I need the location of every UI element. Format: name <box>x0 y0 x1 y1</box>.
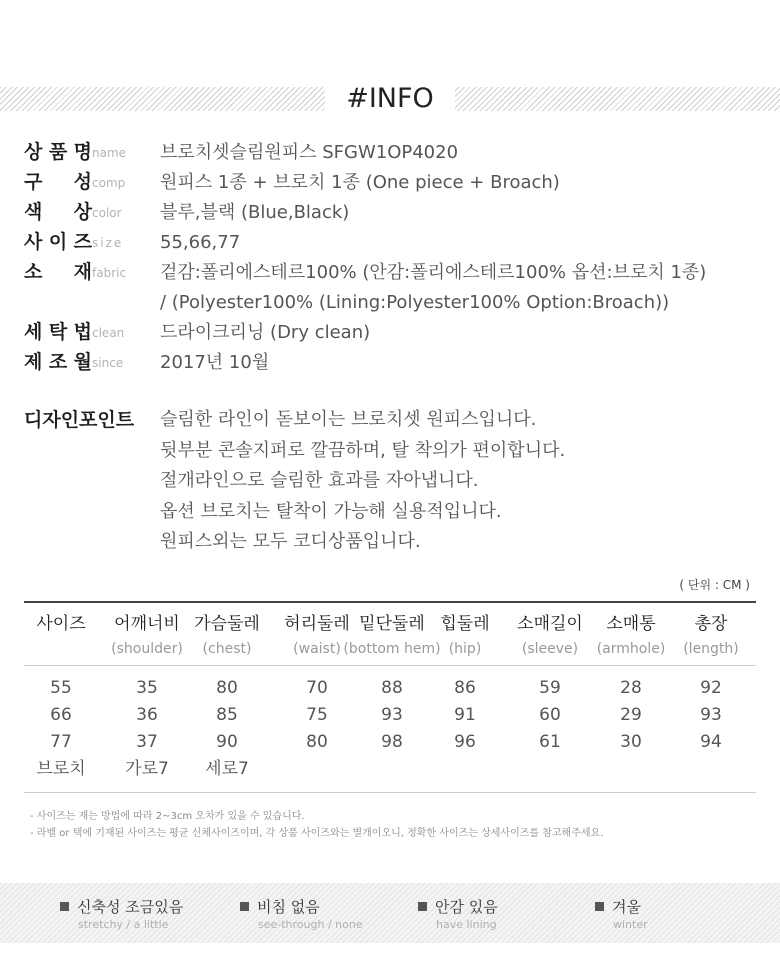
design-point-lines <box>160 405 565 558</box>
feature-label-en: see-through / none <box>258 918 363 931</box>
spec-label-en: size <box>92 236 124 250</box>
design-point-line: 슬림한 라인이 돋보이는 브로치셋 원피스입니다. <box>160 409 537 430</box>
spec-value-line: 겉감:폴리에스테르100% (안감:폴리에스테르100% 옵션:브로치 1종) <box>160 262 707 283</box>
label-char: 색 <box>24 201 43 223</box>
column-header: 허리둘레 <box>284 614 350 634</box>
unit-label: ( 단위 : CM ) <box>679 578 750 592</box>
table-cell: 30 <box>620 732 642 752</box>
spec-label-en: fabric <box>92 266 127 280</box>
spec-value: 드라이크리닝 (Dry clean) <box>160 322 371 343</box>
column-header: 가슴둘레 <box>194 614 260 634</box>
spec-row-comp <box>24 168 764 198</box>
square-bullet-icon <box>418 902 427 911</box>
note-line: - 사이즈는 재는 방법에 따라 2~3cm 오차가 있을 수 있습니다. <box>30 811 305 822</box>
note-line: - 라벨 or 택에 기재된 사이즈는 평균 신체사이즈이며, 각 상품 사이즈와는 별개이오니, 정확한 사이즈는 상세사이즈를 참고해주세요. <box>30 828 604 839</box>
table-cell: 77 <box>50 732 72 752</box>
column-header-en: (bottom hem) <box>343 641 441 657</box>
table-cell: 37 <box>136 732 158 752</box>
table-cell: 36 <box>136 705 158 725</box>
label-char: 상 <box>24 141 43 163</box>
spec-label-en: name <box>92 146 127 160</box>
design-point-line: 뒷부분 콘솔지퍼로 깔끔하며, 탈 착의가 편이합니다. <box>160 439 566 461</box>
spec-value-line: / (Polyester100% (Lining:Polyester100% Option:Broach)) <box>160 292 670 313</box>
feature-label: 겨울 <box>612 898 641 916</box>
table-cell: 92 <box>700 678 722 698</box>
feature-label: 비침 없음 <box>257 898 320 916</box>
spec-label <box>24 258 92 286</box>
design-point-line: 옵션 브로치는 탈착이 가능해 실용적입니다. <box>160 500 502 522</box>
label-char: 이 <box>48 231 68 253</box>
spec-label <box>24 348 92 376</box>
label-char: 탁 <box>48 321 68 343</box>
label-char: 월 <box>73 351 92 373</box>
table-cell: 86 <box>454 678 476 698</box>
table-cell: 98 <box>381 732 403 752</box>
label-char: 즈 <box>73 231 92 253</box>
size-notes <box>30 808 603 842</box>
label-char: 제 <box>24 351 43 373</box>
label-char: 품 <box>48 141 68 163</box>
table-cell: 브로치 <box>36 759 86 779</box>
table-cell: 세로7 <box>205 759 249 779</box>
column-header-en: (length) <box>683 641 739 657</box>
column-header: 소매통 <box>606 614 656 634</box>
table-cell: 61 <box>539 732 561 752</box>
feature-season <box>595 897 648 933</box>
design-point-line: 원피스외는 모두 코디상품입니다. <box>160 531 421 552</box>
table-header <box>24 603 756 666</box>
square-bullet-icon <box>60 902 69 911</box>
table-cell: 91 <box>454 705 476 725</box>
label-char: 법 <box>73 321 92 343</box>
label-char: 세 <box>24 321 43 343</box>
table-cell: 60 <box>539 705 561 725</box>
table-cell: 55 <box>50 678 72 698</box>
column-header-en: (hip) <box>448 641 482 657</box>
spec-label <box>24 318 92 346</box>
spec-row-color <box>24 198 764 228</box>
info-title: #INFO <box>325 83 455 115</box>
table-cell: 93 <box>381 705 403 725</box>
spec-value: 브로치셋슬림원피스 SFGW1OP4020 <box>160 142 459 163</box>
table-cell: 75 <box>306 705 328 725</box>
spec-value <box>160 258 770 318</box>
table-cell: 가로7 <box>125 759 169 779</box>
column-header-en: (sleeve) <box>521 641 579 657</box>
feature-label: 신축성 조금있음 <box>77 898 184 916</box>
column-header: 총장 <box>694 614 728 634</box>
label-char: 상 <box>73 201 92 223</box>
spec-row-fabric <box>24 258 764 318</box>
feature-bar <box>0 883 780 943</box>
label-char: 사 <box>24 231 43 253</box>
spec-label-en: comp <box>92 176 126 190</box>
feature-label: 안감 있음 <box>435 898 498 916</box>
spec-value: 원피스 1종 + 브로치 1종 (One piece + Broach) <box>160 172 560 193</box>
table-cell: 80 <box>306 732 328 752</box>
table-cell: 96 <box>454 732 476 752</box>
table-row <box>24 728 756 755</box>
table-cell: 80 <box>216 678 238 698</box>
column-header-en: (waist) <box>293 641 341 657</box>
column-header-en: (armhole) <box>596 641 666 657</box>
spec-list <box>24 138 764 378</box>
spec-label-en: clean <box>92 326 125 340</box>
table-cell: 70 <box>306 678 328 698</box>
spec-label <box>24 198 92 226</box>
label-char: 소 <box>24 261 43 283</box>
table-cell: 66 <box>50 705 72 725</box>
design-point-line: 절개라인으로 슬림한 효과를 자아냅니다. <box>160 470 479 491</box>
label-char: 성 <box>73 171 92 193</box>
table-row <box>24 674 756 701</box>
table-cell: 94 <box>700 732 722 752</box>
column-header: 힙둘레 <box>440 614 490 634</box>
column-header: 사이즈 <box>36 614 86 634</box>
table-cell: 93 <box>700 705 722 725</box>
spec-label-en: since <box>92 356 124 370</box>
label-char: 재 <box>73 261 92 283</box>
table-cell: 28 <box>620 678 642 698</box>
square-bullet-icon <box>595 902 604 911</box>
column-header: 소매길이 <box>517 614 583 634</box>
label-char: 조 <box>48 351 68 373</box>
square-bullet-icon <box>240 902 249 911</box>
spec-row-since <box>24 348 764 378</box>
table-cell: 90 <box>216 732 238 752</box>
spec-row-size <box>24 228 764 258</box>
table-cell: 88 <box>381 678 403 698</box>
feature-see-through <box>240 897 363 933</box>
column-header-en: (shoulder) <box>111 641 183 657</box>
feature-lining <box>418 897 498 933</box>
column-header: 밑단둘레 <box>359 614 425 634</box>
feature-stretch <box>60 897 183 933</box>
spec-label <box>24 228 92 256</box>
spec-label-en: color <box>92 206 122 220</box>
table-body <box>24 666 756 793</box>
column-header-en: (chest) <box>202 641 252 657</box>
table-cell: 85 <box>216 705 238 725</box>
table-row <box>24 701 756 728</box>
column-header: 어깨너비 <box>114 614 180 634</box>
label-char: 구 <box>24 171 43 193</box>
spec-label <box>24 138 92 166</box>
size-table <box>24 601 756 793</box>
feature-label-en: have lining <box>436 918 497 931</box>
table-cell: 29 <box>620 705 642 725</box>
feature-label-en: winter <box>613 918 648 931</box>
spec-value: 2017년 10월 <box>160 352 270 373</box>
spec-row-name <box>24 138 764 168</box>
table-row <box>24 755 756 782</box>
spec-value: 블루,블랙 (Blue,Black) <box>160 202 350 223</box>
spec-label <box>24 168 92 196</box>
design-point-label: 디자인포인트 <box>24 409 135 431</box>
spec-value: 55,66,77 <box>160 232 241 253</box>
table-cell: 59 <box>539 678 561 698</box>
table-cell: 35 <box>136 678 158 698</box>
feature-label-en: stretchy / a little <box>78 918 169 931</box>
spec-row-clean <box>24 318 764 348</box>
label-char: 명 <box>73 141 92 163</box>
